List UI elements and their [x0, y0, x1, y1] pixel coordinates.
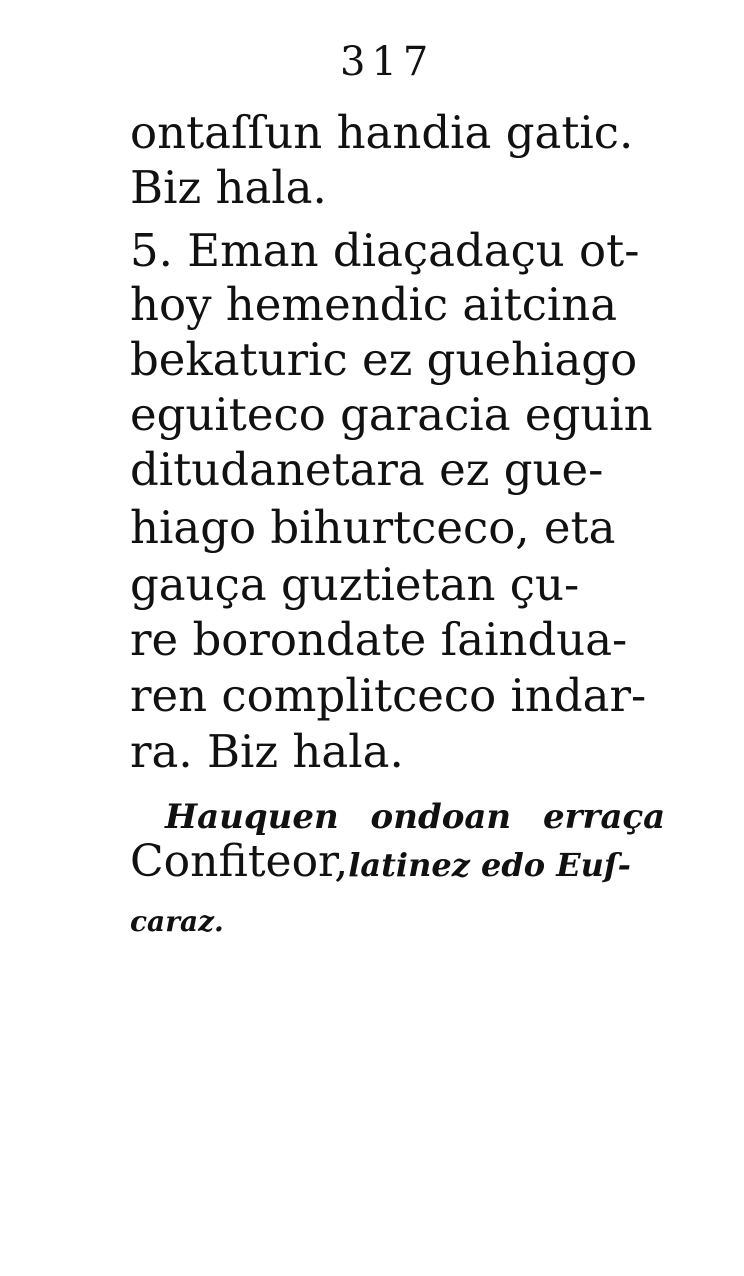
text-line: hiago bihurtceco, eta [130, 501, 616, 554]
confiteor-word: Confiteor, [130, 836, 349, 887]
page-number: 317 [340, 39, 435, 85]
text-line: eguiteco garacia eguin [130, 388, 653, 441]
italic-rubric-text: latinez edo Euſ- [348, 846, 631, 884]
text-line: gauça guztietan çu- [130, 558, 580, 611]
text-line: ra. Biz hala. [130, 725, 404, 778]
italic-rubric-line: caraz. [130, 905, 224, 938]
text-line: Biz hala. [130, 161, 327, 214]
text-line: re borondate ſainduа- [130, 613, 628, 666]
italic-rubric-line: Hauquen ondoan erraça [165, 797, 666, 837]
text-line: ontaſſun handia gatic. [130, 106, 634, 159]
text-line: hoy hemendic aitcina [130, 278, 618, 331]
rubric-line-mixed [130, 836, 631, 887]
text-line: ditudanetara ez gue- [130, 443, 604, 496]
text-line: bekaturic ez guehiago [130, 333, 638, 386]
text-line: 5. Eman diaçadaçu ot- [130, 224, 640, 277]
text-line: ren complitceco indar- [130, 669, 647, 722]
